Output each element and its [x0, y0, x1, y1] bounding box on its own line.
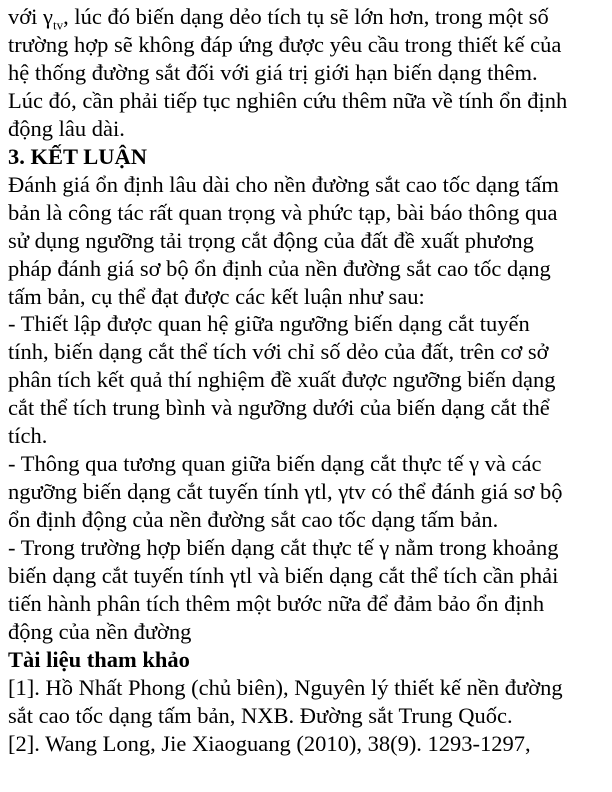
- paragraph-line: hệ thống đường sắt đối với giá trị giới hạn biến dạng thêm.: [8, 59, 538, 85]
- subscript: tv: [52, 17, 64, 33]
- paragraph-line: phân tích kết quả thí nghiệm đề xuất được ngưỡng biến dạng: [8, 367, 556, 393]
- references-list: [8, 674, 567, 758]
- paragraph-line: biến dạng cắt tuyến tính γtl và biến dạng cắt thể tích cần phải: [8, 563, 559, 589]
- paragraph-line: pháp đánh giá sơ bộ ổn định của nền đường sắt cao tốc dạng: [8, 255, 551, 281]
- paragraph-line: sử dụng ngưỡng tải trọng cắt động của đất đề xuất phương: [8, 227, 534, 253]
- document-body: [8, 3, 567, 758]
- paragraph-line: trường hợp sẽ không đáp ứng được yêu cầu trong thiết kế của: [8, 31, 562, 57]
- paragraph-line: - Thiết lập được quan hệ giữa ngưỡng biến dạng cắt tuyến: [8, 311, 530, 337]
- paragraph-line: cắt thể tích trung bình và ngưỡng dưới của biến dạng cắt thể: [8, 395, 550, 421]
- paragraph-line: [8, 3, 567, 31]
- paragraph-line: động lâu dài.: [8, 115, 125, 141]
- conclusion-section: [8, 171, 567, 646]
- paragraph-line: - Trong trường hợp biến dạng cắt thực tế γ nằm trong khoảng: [8, 535, 559, 561]
- references-heading: Tài liệu tham khảo: [8, 646, 190, 672]
- paragraph-line: - Thông qua tương quan giữa biến dạng cắt thực tế γ và các: [8, 451, 542, 477]
- text: với γ: [8, 4, 53, 29]
- paragraph-line: Đánh giá ổn định lâu dài cho nền đường sắt cao tốc dạng tấm: [8, 171, 559, 197]
- paragraph-line: ổn định động của nền đường sắt cao tốc dạng tấm bản.: [8, 507, 499, 533]
- paragraph-line: tính, biến dạng cắt thể tích với chỉ số dẻo của đất, trên cơ sở: [8, 339, 549, 365]
- paragraph-line: tích.: [8, 423, 48, 449]
- paragraph-line: ngưỡng biến dạng cắt tuyến tính γtl, γtv có thể đánh giá sơ bộ: [8, 479, 563, 505]
- paragraph-line: Lúc đó, cần phải tiếp tục nghiên cứu thêm nữa về tính ổn định: [8, 87, 568, 113]
- paragraph-line: động của nền đường: [8, 618, 192, 644]
- reference-line: sắt cao tốc dạng tấm bản, NXB. Đường sắt Trung Quốc.: [8, 702, 513, 728]
- reference-line: [1]. Hồ Nhất Phong (chủ biên), Nguyên lý thiết kế nền đường: [8, 674, 563, 700]
- paragraph-line: tiến hành phân tích thêm một bước nữa để đảm bảo ổn định: [8, 591, 545, 617]
- text: , lúc đó biến dạng dẻo tích tụ sẽ lớn hơn, trong một số: [63, 4, 549, 29]
- reference-line: [2]. Wang Long, Jie Xiaoguang (2010), 38(9). 1293-1297,: [8, 730, 531, 756]
- paragraph-line: tấm bản, cụ thể đạt được các kết luận như sau:: [8, 283, 425, 309]
- paragraph-line: bản là công tác rất quan trọng và phức tạp, bài báo thông qua: [8, 199, 558, 225]
- section-heading: 3. KẾT LUẬN: [8, 143, 147, 169]
